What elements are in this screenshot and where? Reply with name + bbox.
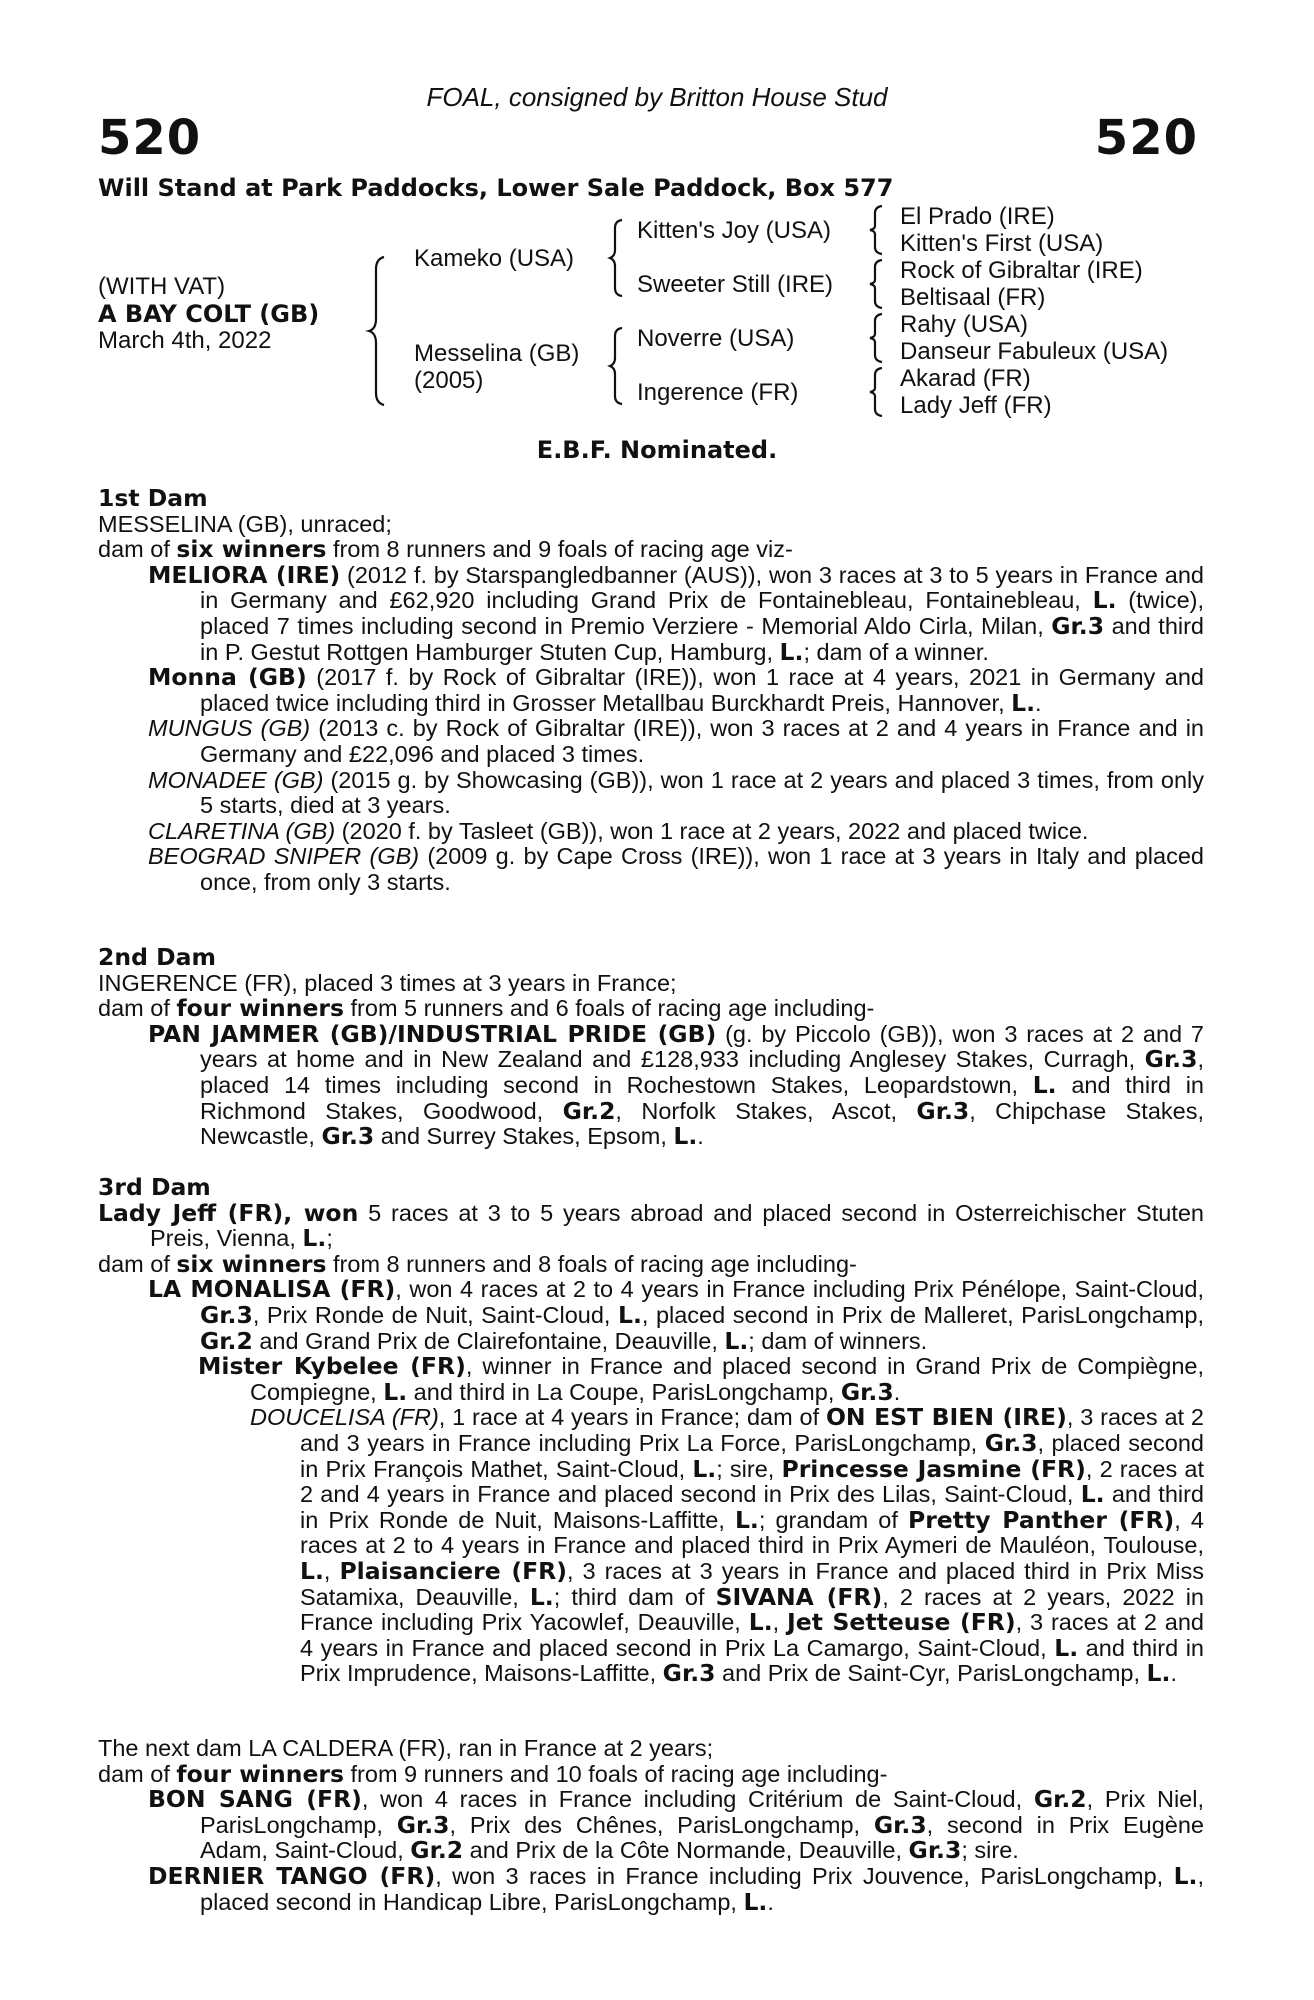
dam-dam-sire: Akarad (FR) xyxy=(900,365,1031,392)
produce-entry: DOUCELISA (FR), 1 race at 4 years in France; dam of ON EST BIEN (IRE), 3 races at 2 and 3 years in France including Prix La Force, ParisLongchamp, Gr.3, placed second in Prix François Mathet, Saint-Cloud, L.; sire, Princesse Jasmine (FR), 2 races at 2 and 4 years in France and placed second in Prix des Lilas, Saint-Cloud, L. and third in Prix Ronde de Nuit, Maisons-Laffitte, L.; grandam of Pretty Panther (FR), 4 races at 2 to 4 years in France and placed third in Prix Aymeri de Mauléon, Toulouse, L., Plaisanciere (FR), 3 races at 3 years in France and placed third in Prix Miss Satamixa, Deauville, L.; third dam of SIVANA (FR), 2 races at 2 years, 2022 in France including Prix Yacowlef, Deauville, L., Jet Setteuse (FR), 3 races at 2 and 4 years in France and placed second in Prix La Camargo, Saint-Cloud, L. and third in Prix Imprudence, Maisons-Laffitte, Gr.3 and Prix de Saint-Cyr, ParisLongchamp, L.. xyxy=(250,1403,1205,1688)
produce-entry: LA MONALISA (FR), won 4 races at 2 to 4 years in France including Prix Pénélope, Saint-Cloud, Gr.3, Prix Ronde de Nuit, Saint-Cloud, L., placed second in Prix de Malleret, ParisLongchamp, Gr.2 and Grand Prix de Clairefontaine, Deauville, L.; dam of winners. xyxy=(148,1275,1205,1355)
produce-entry: MUNGUS (GB) (2013 c. by Rock of Gibraltar (IRE)), won 3 races at 2 and 4 years in France and in Germany and £22,096 and placed 3 times. xyxy=(148,715,1205,767)
produce-entry: Mister Kybelee (FR), winner in France and placed second in Grand Prix de Compiègne, Compiegne, L. and third in La Coupe, ParisLongchamp, Gr.3. xyxy=(198,1352,1204,1406)
section-heading: 1st Dam xyxy=(98,484,208,512)
produce-entry: BEOGRAD SNIPER (GB) (2009 g. by Cape Cross (IRE)), won 1 race at 3 years in Italy and placed once, from only 3 starts. xyxy=(148,843,1204,895)
ss-bracket xyxy=(870,204,886,256)
second-dam-section xyxy=(98,945,1204,1150)
sire-dam: Sweeter Still (IRE) xyxy=(637,271,834,298)
produce-entry: DERNIER TANGO (FR), won 3 races in France including Prix Jouvence, ParisLongchamp, L., placed second in Handicap Libre, ParisLongchamp, L.. xyxy=(148,1861,1204,1916)
sire: Kameko (USA) xyxy=(414,245,575,272)
dam-description: The next dam LA CALDERA (FR), ran in France at 2 years; xyxy=(98,1735,714,1761)
dam-dam: Ingerence (FR) xyxy=(637,379,799,406)
dam-produce-summary: dam of four winners from 9 runners and 10 foals of racing age including- xyxy=(98,1759,888,1788)
lot-number-left: 520 xyxy=(98,110,202,166)
dam-produce-summary: dam of four winners from 5 runners and 6 foals of racing age including- xyxy=(98,994,875,1023)
dam-produce-summary: dam of six winners from 8 runners and 8 foals of racing age including- xyxy=(98,1249,857,1278)
first-dam-section xyxy=(98,486,1204,896)
produce-entry: PAN JAMMER (GB)/INDUSTRIAL PRIDE (GB) (g. by Piccolo (GB)), won 3 races at 2 and 7 years at home and in New Zealand and £128,933 including Anglesey Stakes, Curragh, Gr.3, placed 14 times including second in Rochestown Stakes, Leopardstown, L. and third in Richmond Stakes, Goodwood, Gr.2, Norfolk Stakes, Ascot, Gr.3, Chipchase Stakes, Newcastle, Gr.3 and Surrey Stakes, Epsom, L.. xyxy=(148,1019,1205,1151)
ds-bracket xyxy=(870,312,886,364)
dam-description: INGERENCE (FR), placed 3 times at 3 years in France; xyxy=(98,969,677,996)
produce-entry: MELIORA (IRE) (2012 f. by Starspangledbanner (AUS)), won 3 races at 3 to 5 years in France and in Germany and £62,920 including Grand Prix de Fontainebleau, Fontainebleau, L. (twice), placed 7 times including second in Premio Verziere - Memorial Aldo Cirla, Milan, Gr.3 and third in P. Gestut Rottgen Hamburger Stuten Cup, Hamburg, L.; dam of a winner. xyxy=(148,560,1205,666)
dam-description: Lady Jeff (FR), won 5 races at 3 to 5 years abroad and placed second in Osterreichischer Stuten Preis, Vienna, L.; xyxy=(98,1198,1204,1253)
fourth-dam-section xyxy=(98,1736,1204,1915)
dam-produce-summary: dam of six winners from 8 runners and 9 foals of racing age viz- xyxy=(98,535,793,564)
sire-sire-dam: Kitten's First (USA) xyxy=(900,230,1104,257)
dam-sire: Noverre (USA) xyxy=(637,325,795,352)
horse-name: A BAY COLT (GB) xyxy=(98,300,320,328)
dd-bracket xyxy=(870,366,886,418)
sire-dam-dam: Beltisaal (FR) xyxy=(900,284,1046,311)
section-heading: 3rd Dam xyxy=(98,1173,211,1201)
produce-entry: MONADEE (GB) (2015 g. by Showcasing (GB)), won 1 race at 2 years and placed 3 times, from only 5 starts, died at 3 years. xyxy=(148,766,1204,819)
produce-entry: CLARETINA (GB) (2020 f. by Tasleet (GB)), won 1 race at 2 years, 2022 and placed twice. xyxy=(148,817,1089,844)
dam-year: (2005) xyxy=(414,367,484,394)
third-dam-section xyxy=(98,1175,1204,1687)
dam-bracket xyxy=(610,326,626,406)
horse-dob: March 4th, 2022 xyxy=(98,327,272,354)
sire-sire: Kitten's Joy (USA) xyxy=(637,217,831,244)
sire-bracket xyxy=(610,218,626,298)
dam-sire-dam: Danseur Fabuleux (USA) xyxy=(900,338,1169,365)
dam: Messelina (GB) xyxy=(414,340,580,367)
lot-number-right: 520 xyxy=(1094,110,1198,166)
stabling-location: Will Stand at Park Paddocks, Lower Sale Paddock, Box 577 xyxy=(98,174,894,202)
dam-dam-dam: Lady Jeff (FR) xyxy=(900,392,1052,419)
sire-sire-sire: El Prado (IRE) xyxy=(900,203,1055,230)
dam-description: MESSELINA (GB), unraced; xyxy=(98,510,392,537)
main-bracket xyxy=(370,255,390,407)
dam-sire-sire: Rahy (USA) xyxy=(900,311,1029,338)
produce-entry: BON SANG (FR), won 4 races in France including Critérium de Saint-Cloud, Gr.2, Prix Niel, ParisLongchamp, Gr.3, Prix des Chênes, ParisLongchamp, Gr.3, second in Prix Eugène Adam, Saint-Cloud, Gr.2 and Prix de la Côte Normande, Deauville, Gr.3; sire. xyxy=(148,1785,1205,1865)
consignor-line: FOAL, consigned by Britton House Stud xyxy=(426,82,888,112)
vat-note: (WITH VAT) xyxy=(98,273,226,300)
ebf-nomination: E.B.F. Nominated. xyxy=(536,436,778,464)
section-heading: 2nd Dam xyxy=(98,943,216,971)
sire-dam-sire: Rock of Gibraltar (IRE) xyxy=(900,257,1143,284)
sd-bracket xyxy=(870,258,886,310)
produce-entry: Monna (GB) (2017 f. by Rock of Gibraltar (IRE)), won 1 race at 4 years, 2021 in Germany and placed twice including third in Grosser Metallbau Burckhardt Preis, Hannover, L.. xyxy=(148,663,1204,717)
